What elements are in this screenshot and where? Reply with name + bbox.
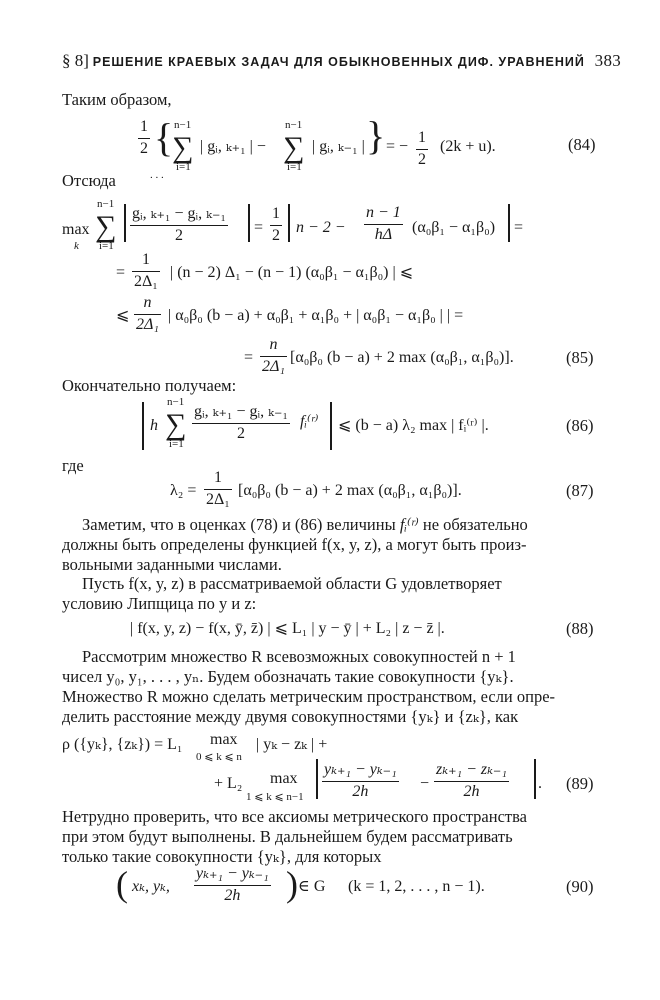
- h-variable: h: [150, 417, 158, 434]
- lambda2-lhs: λ₂ =: [170, 482, 197, 499]
- abs-bar: [142, 402, 144, 450]
- eq86-rhs: ⩽ (b − a) λ₂ max | fᵢ⁽ʳ⁾ |.: [338, 417, 489, 434]
- sum-lower-limit: i=1: [176, 161, 191, 173]
- sum-symbol: ∑: [95, 210, 117, 243]
- paragraph-3-line-3: Множество R можно сделать метрическим пространством, если опре-: [62, 687, 556, 706]
- sum-symbol: ∑: [283, 131, 305, 164]
- paragraph-1-line-3: вольными заданными числами.: [62, 555, 282, 574]
- sum-upper-limit: n−1: [174, 119, 192, 131]
- sum-term-1: | gᵢ, ₖ₊₁ | −: [200, 138, 266, 155]
- equals-sign: =: [116, 264, 126, 281]
- alpha-beta-term: (α₀β₁ − α₁β₀): [412, 219, 496, 236]
- max-subscript: k: [74, 240, 79, 252]
- gde-text: где: [62, 456, 84, 475]
- eq84-rhs-tail: (2k + u).: [440, 138, 496, 155]
- max-operator: max: [62, 221, 90, 238]
- paragraph-2-line-1: Пусть f(x, y, z) в рассматриваемой области G удовлетворяет: [82, 574, 502, 593]
- eq85-line4: [α₀β₀ (b − a) + 2 max (α₀β₁, α₁β₀)].: [290, 349, 514, 366]
- fraction-y-diff: $\frac{\text{yₖ₊₁ − yₖ₋₁}}{2h}$: [196, 865, 269, 904]
- fraction-1-over-2delta: $\frac{1}{\text{2Δ₁}}$: [206, 469, 230, 508]
- paragraph-4-line-1: Нетрудно проверить, что все аксиомы метрического пространства: [62, 807, 527, 826]
- f-i-r-term: fᵢ⁽ʳ⁾: [300, 413, 319, 430]
- brace-left: {: [154, 115, 174, 160]
- equation-number-87: (87): [566, 481, 594, 500]
- paragraph-3-line-4: делить расстояние между двумя совокупностями {yₖ} и {zₖ}, как: [62, 707, 519, 726]
- period: .: [538, 775, 542, 792]
- equation-number-88: (88): [566, 619, 594, 638]
- paren-right: ): [286, 864, 298, 904]
- eq90-condition: (k = 1, 2, . . . , n − 1).: [348, 878, 485, 895]
- equation-number-90: (90): [566, 877, 594, 896]
- abs-bar: [330, 402, 332, 450]
- eq87-rhs: [α₀β₀ (b − a) + 2 max (α₀β₁, α₁β₀)].: [238, 482, 462, 499]
- fraction-n-minus-1: $\frac{n - 1}{h\Delta}$: [366, 204, 401, 243]
- sum-upper-limit: n−1: [97, 198, 115, 210]
- abs-bar: [288, 204, 290, 242]
- abs-bar: [316, 759, 318, 799]
- fraction-1-over-2delta: $\frac{1}{\text{2Δ₁}}$: [134, 251, 158, 290]
- paragraph-4-line-3: только такие совокупности {yₖ}, для которых: [62, 847, 382, 866]
- fraction-g-diff: $\frac{\text{gᵢ, ₖ₊₁ − gᵢ, ₖ₋₁}}{2}$: [132, 205, 226, 244]
- otsyuda-text: Отсюда: [62, 171, 116, 190]
- sum-symbol: ∑: [172, 131, 194, 164]
- final-intro-text: Окончательно получаем:: [62, 376, 237, 395]
- equation-number-86: (86): [566, 416, 594, 435]
- ellipsis: . . .: [150, 169, 164, 181]
- element-of-G: ∈ G: [298, 878, 326, 895]
- fraction-g-diff: $\frac{\text{gᵢ, ₖ₊₁ − gᵢ, ₖ₋₁}}{2}$: [194, 403, 288, 442]
- f-i-r-inline: fᵢ⁽ʳ⁾: [399, 515, 419, 534]
- fraction-n-over-2delta: $\frac{n}{\text{2Δ₁}}$: [136, 294, 159, 333]
- abs-bar: [124, 204, 126, 242]
- paragraph-1-line-1: Заметим, что в оценках (78) и (86) величины fᵢ⁽ʳ⁾ не обязательно: [82, 515, 528, 534]
- fraction-n-over-2delta: $\frac{n}{\text{2Δ₁}}$: [262, 336, 285, 375]
- sum-lower-limit: i=1: [287, 161, 302, 173]
- equation-number-89: (89): [566, 774, 594, 793]
- abs-bar: [534, 759, 536, 799]
- equals-sign: =: [514, 219, 524, 236]
- paragraph-2-line-2: условию Липщица по y и z:: [62, 594, 257, 613]
- sum-term-2: | gᵢ, ₖ₋₁ |: [312, 138, 365, 155]
- abs-bar: [508, 204, 510, 242]
- fraction-z-diff: $\frac{\text{zₖ₊₁ − zₖ₋₁}}{2h}$: [436, 761, 507, 800]
- leq-sign: ⩽: [116, 307, 130, 324]
- eq85-line3: | α₀β₀ (b − a) + α₀β₁ + α₁β₀ + | α₀β₁ − α₁β₀ | | =: [168, 307, 464, 324]
- abs-bar: [248, 204, 250, 242]
- paragraph-3-line-2: чисел y₀, y₁, . . . , yₙ. Будем обозначать такие совокупности {yₖ}.: [62, 667, 514, 686]
- sum-lower-limit: i=1: [169, 438, 184, 450]
- equals-sign: =: [254, 219, 264, 236]
- equation-number-85: (85): [566, 348, 594, 367]
- fraction-y-diff: $\frac{\text{yₖ₊₁ − yₖ₋₁}}{2h}$: [324, 761, 397, 800]
- eq85-line2: | (n − 2) Δ₁ − (n − 1) (α₀β₁ − α₁β₀) | ⩽: [170, 264, 414, 281]
- eq90-lhs: xₖ, yₖ,: [132, 878, 170, 895]
- section-number: § 8]: [62, 51, 89, 70]
- equation-84: [138, 115, 174, 160]
- minus-sign: −: [420, 775, 430, 792]
- sum-lower-limit: i=1: [99, 240, 114, 252]
- sum-symbol: ∑: [165, 408, 187, 441]
- running-header: [62, 52, 621, 70]
- bracket-expression: n − 2 −: [296, 219, 346, 236]
- equation-88: | f(x, y, z) − f(x, ȳ, z̄) | ⩽ L₁ | y − ȳ | + L₂ | z − z̄ |.: [130, 620, 445, 637]
- sum-upper-limit: n−1: [167, 396, 185, 408]
- eq89-lhs: ρ ({yₖ}, {zₖ}) = L₁: [62, 736, 183, 753]
- sum-upper-limit: n−1: [285, 119, 303, 131]
- page-number: 383: [594, 51, 622, 70]
- eq89-line2-lhs: + L₂: [214, 775, 243, 792]
- max-operator: max: [270, 770, 298, 787]
- header-title: РЕШЕНИЕ КРАЕВЫХ ЗАДАЧ ДЛЯ ОБЫКНОВЕННЫХ ДИФ. УРАВНЕНИЙ: [92, 55, 585, 69]
- eq84-rhs: = −: [386, 138, 409, 155]
- rhs-fraction: $\frac{1}{2}$: [418, 129, 426, 168]
- max-subscript: 0 ⩽ k ⩽ n: [196, 751, 242, 763]
- paragraph-4-line-2: при этом будут выполнены. В дальнейшем будем рассматривать: [62, 827, 513, 846]
- brace-right: }: [366, 113, 386, 158]
- equation-number-84: (84): [568, 135, 596, 154]
- intro-text: Таким образом,: [62, 90, 172, 109]
- max-operator: max: [210, 731, 238, 748]
- paren-left: (: [116, 864, 128, 904]
- equals-sign: =: [244, 349, 254, 366]
- eq89-line1-tail: | yₖ − zₖ | +: [256, 736, 328, 753]
- half-fraction: $\frac{1}{2}$: [140, 117, 148, 157]
- max-subscript: 1 ⩽ k ⩽ n−1: [246, 791, 304, 803]
- paragraph-1-line-2: должны быть определены функцией f(x, y, z), а могут быть произ-: [62, 535, 527, 554]
- half-fraction: $\frac{1}{2}$: [272, 205, 280, 244]
- paragraph-3-line-1: Рассмотрим множество R всевозможных совокупностей n + 1: [82, 647, 516, 666]
